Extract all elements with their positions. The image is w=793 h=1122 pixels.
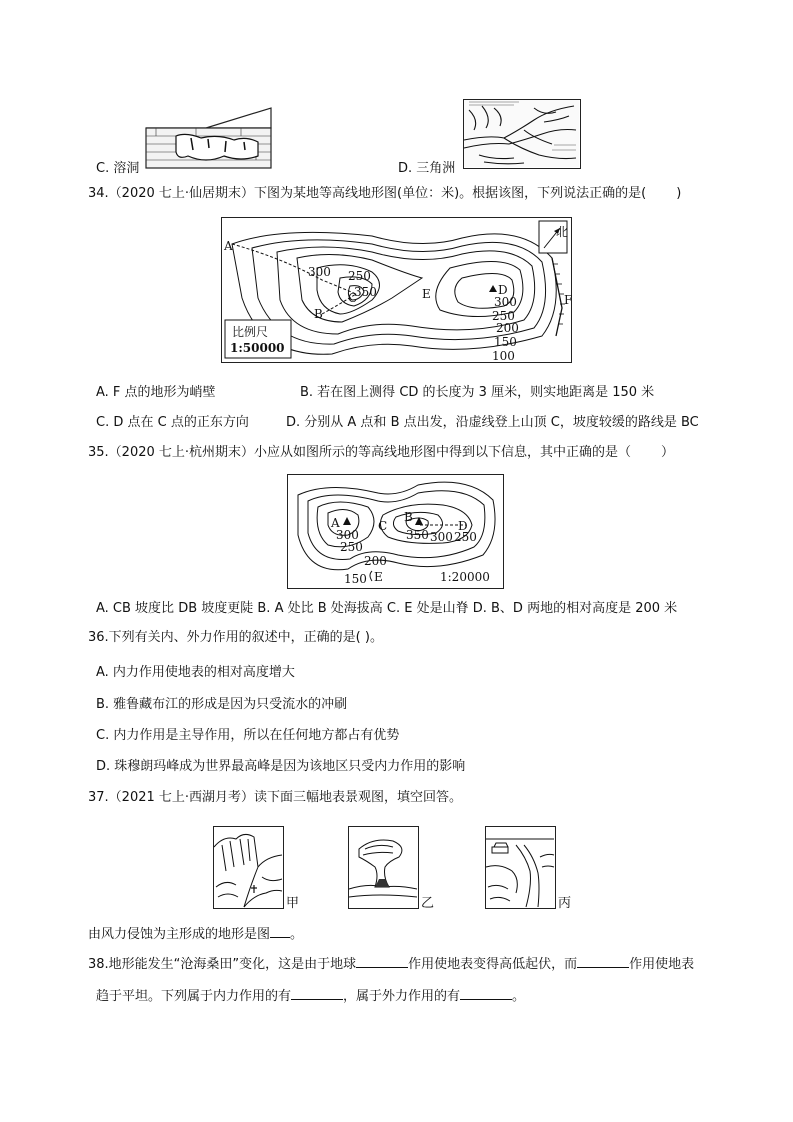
contour-label: 300 [308,265,331,279]
q36-stem: 36.下列有关内、外力作用的叙述中，正确的是( )。 [88,630,383,645]
landscape-yi-image [348,826,419,909]
q37-question-pre: 由风力侵蚀为主形成的地形是图 [88,927,271,942]
point-d: D [498,283,508,297]
summit-a-marker [343,517,351,525]
contour-label: 250 [454,530,477,544]
q38-line2 [96,987,525,1006]
q38-text-1a: 38.地形能发生“沧海桑田”变化，这是由于地球 [88,957,357,972]
q36-option-d: D. 珠穆朗玛峰成为世界最高峰是因为该地区只受内力作用的影响 [96,759,466,774]
q34-option-d: D. 分别从 A 点和 B 点出发，沿虚线登上山顶 C，坡度较缓的路线是 BC [286,415,699,430]
point-c: C [348,291,358,305]
q34-stem: 34.（2020 七上·仙居期末）下图为某地等高线地形图(单位：米)。根据该图，下列说法正确的是( [88,186,647,201]
q37-question-post: 。 [290,927,304,942]
q34-close: ) [676,186,682,201]
q35-point-c: C [378,519,388,533]
contour-label: 200 [364,554,387,568]
label-yi: 乙 [421,896,435,911]
karst-cave-image [146,106,271,168]
contour-label: 300 [336,528,359,542]
q38-blank-4[interactable] [460,987,512,1000]
point-b: B [314,307,323,321]
point-e: E [422,287,431,301]
q35-contour-map [287,474,504,589]
q33-option-c: C. 溶洞 [96,161,140,176]
q34-option-c: C. D 点在 C 点的正东方向 [96,415,249,430]
contour-label: 300 [430,530,453,544]
label-jia: 甲 [286,896,300,911]
contour-label: 200 [496,321,519,335]
q34-stem-line [88,185,681,203]
q35-point-a: A [331,516,340,530]
contour-label: 350 [406,528,429,542]
q36-option-a: A. 内力作用使地表的相对高度增大 [96,665,295,680]
q35-point-d: D [458,519,468,533]
q38-text-2b: ，属于外力作用的有 [343,989,461,1004]
contour-label: 250 [348,269,371,283]
q33-option-d: D. 三角洲 [398,161,456,176]
q38-text-2a: 趋于平坦。下列属于内力作用的有 [96,989,292,1004]
contour-label: 350 [354,285,377,299]
landscape-jia-image [213,826,284,909]
contour-label: 250 [340,540,363,554]
north-label: 北 [556,225,569,239]
contour-label: 150 [344,572,367,586]
point-a: A [224,239,233,253]
q38-line1 [88,955,694,974]
contour-label: 250 [492,309,515,323]
scale-title: 比例尺 [232,325,269,339]
q34-option-b: B. 若在图上测得 CD 的长度为 3 厘米，则实地距离是 150 米 [300,385,655,400]
q38-text-1c: 作用使地表 [629,957,695,972]
q37-stem: 37.（2021 七上·西湖月考）读下面三幅地表景观图，填空回答。 [88,790,463,805]
q38-blank-2[interactable] [577,955,629,968]
contour-label: 100 [492,349,515,363]
q36-option-c: C. 内力作用是主导作用，所以在任何地方都占有优势 [96,728,400,743]
q38-blank-1[interactable] [356,955,408,968]
q34-option-a: A. F 点的地形为峭壁 [96,385,216,400]
point-f: F [564,293,573,307]
q37-answer-blank[interactable] [270,925,290,938]
label-bing: 丙 [558,896,572,911]
q38-text-1b: 作用使地表变得高低起伏，而 [408,957,578,972]
q35-stem: 35.（2020 七上·杭州期末）小应从如图所示的等高线地形图中得到以下信息，其中正确的是（ [88,445,632,460]
q35-point-b: B [404,510,413,524]
delta-image [463,99,581,169]
q35-options: A. CB 坡度比 DB 坡度更陡 B. A 处比 B 处海拔高 C. E 处是山脊 D. B、D 两地的相对高度是 200 米 [96,601,678,616]
q35-close: ） [661,445,675,460]
summit-d-marker [489,285,497,292]
q35-stem-line [88,444,674,462]
q38-text-2c: 。 [512,989,526,1004]
scale-value: 1:50000 [230,341,285,355]
q34-contour-map [221,217,572,363]
q35-scale: 1:20000 [440,570,490,584]
contour-label: 300 [494,295,517,309]
q37-question [88,925,303,944]
q38-blank-3[interactable] [291,987,343,1000]
q36-option-b: B. 雅鲁藏布江的形成是因为只受流水的冲刷 [96,697,348,712]
contour-label: 150 [494,335,517,349]
q35-point-e: E [374,570,383,584]
landscape-bing-image [485,826,556,909]
